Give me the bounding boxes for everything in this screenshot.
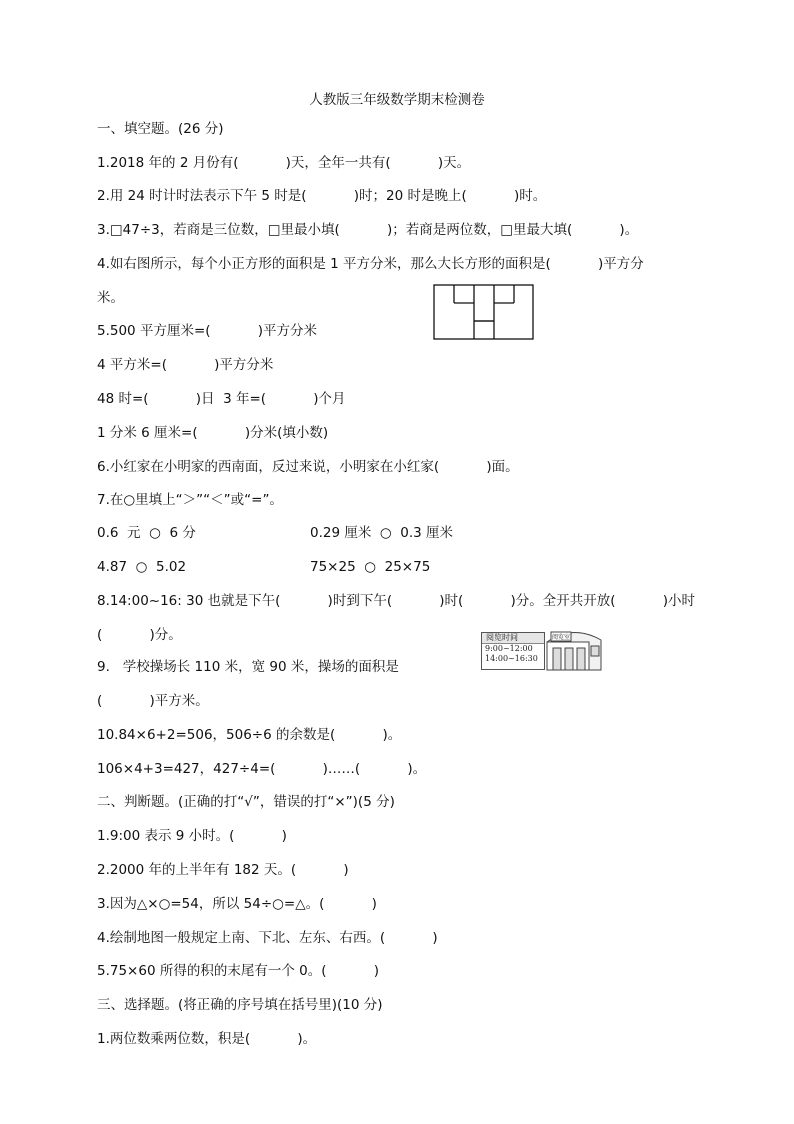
question-1-5-c: 48 时=( )日 3 年=( )个月 (97, 391, 346, 407)
question-2-1: 1.9:00 表示 9 小时。( ) (97, 828, 287, 844)
question-2-5: 5.75×60 所得的积的末尾有一个 0。( ) (97, 963, 379, 979)
rectangle-grid-figure (432, 283, 536, 341)
sign-time-morning: 9:00~12:00 (485, 644, 533, 653)
question-1-3: 3.□47÷3，若商是三位数，□里最小填( )；若商是两位数，□里最大填( )。 (97, 222, 639, 238)
question-3-1: 1.两位数乘两位数，积是( )。 (97, 1031, 317, 1047)
question-1-9-line-2: ( )平方米。 (97, 693, 209, 709)
page-title: 人教版三年级数学期末检测卷 (309, 92, 485, 108)
sign-time-afternoon: 14:00~16:30 (485, 654, 538, 663)
question-1-5-b: 4 平方米=( )平方分米 (97, 357, 274, 373)
opening-hours-sign (481, 632, 545, 670)
question-1-6: 6.小红家在小明家的西南面，反过来说，小明家在小红家( )面。 (97, 459, 519, 475)
section-2-heading: 二、判断题。(正确的打“√”，错误的打“×”)(5 分) (97, 794, 395, 810)
question-1-10-b: 106×4+3=427，427÷4=( )……( )。 (97, 761, 427, 777)
question-1-9-line-1: 9. 学校操场长 110 米，宽 90 米，操场的面积是 (97, 659, 399, 675)
library-illustration (479, 628, 609, 672)
question-1-2: 2.用 24 时计时法表示下午 5 时是( )时；20 时是晚上( )时。 (97, 188, 547, 204)
compare-row-2-left: 4.87 ○ 5.02 (97, 559, 187, 575)
question-1-8-line-1: 8.14:00~16: 30 也就是下午( )时到下午( )时( )分。全开共开放( )小时 (97, 593, 696, 609)
question-2-4: 4.绘制地图一般规定上南、下北、左东、右西。( ) (97, 930, 438, 946)
compare-row-2-right: 75×25 ○ 25×75 (310, 559, 431, 575)
question-2-2: 2.2000 年的上半年有 182 天。( ) (97, 862, 349, 878)
section-1-heading: 一、填空题。(26 分) (97, 121, 224, 137)
sign-header: 阅览时间 (482, 633, 544, 644)
question-1-1: 1.2018 年的 2 月份有( )天，全年一共有( )天。 (97, 155, 471, 171)
question-1-5-d: 1 分米 6 厘米=( )分米(填小数) (97, 425, 329, 441)
question-1-8-line-2: ( )分。 (97, 627, 182, 643)
building-label: 阅览室 (551, 634, 571, 641)
question-1-10-a: 10.84×6+2=506，506÷6 的余数是( )。 (97, 727, 402, 743)
question-1-4-line-1: 4.如右图所示，每个小正方形的面积是 1 平方分米，那么大长方形的面积是( )平方分 (97, 256, 644, 272)
question-1-7: 7.在○里填上“＞”“＜”或“=”。 (97, 492, 283, 508)
section-3-heading: 三、选择题。(将正确的序号填在括号里)(10 分) (97, 997, 383, 1013)
question-1-4-line-2: 米。 (97, 290, 124, 306)
compare-row-1-left: 0.6 元 ○ 6 分 (97, 525, 196, 541)
question-2-3: 3.因为△×○=54，所以 54÷○=△。( ) (97, 896, 377, 912)
compare-row-1-right: 0.29 厘米 ○ 0.3 厘米 (310, 525, 454, 541)
outer-rectangle (434, 285, 533, 339)
library-building-icon (543, 628, 607, 672)
question-1-5-a: 5.500 平方厘米=( )平方分米 (97, 323, 317, 339)
